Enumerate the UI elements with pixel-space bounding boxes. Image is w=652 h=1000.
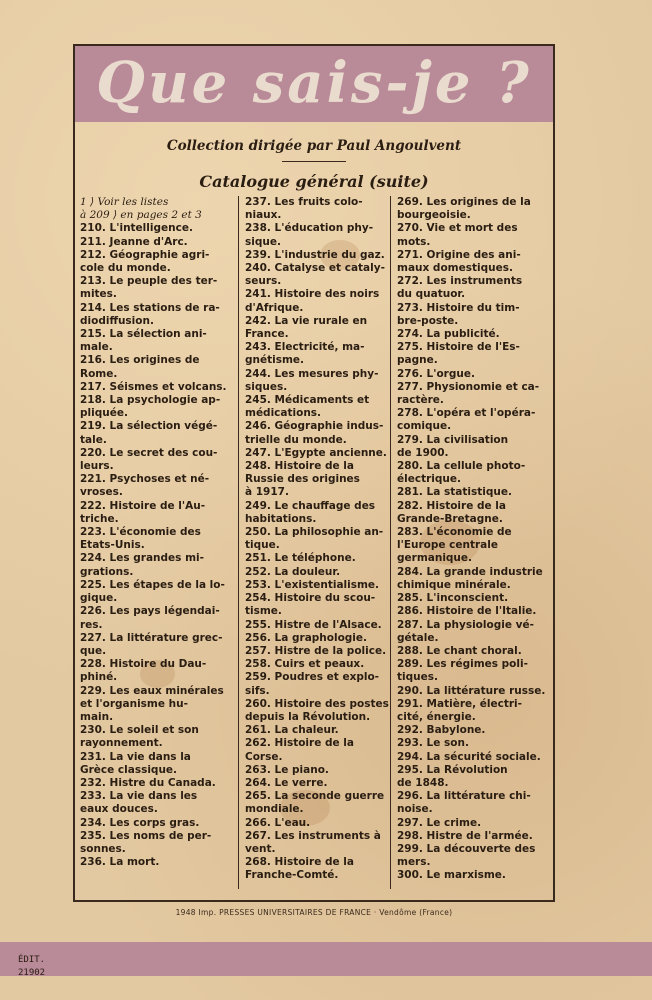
catalogue-entry: France. — [245, 328, 289, 341]
catalogue-entry: 220. Le secret des cou- — [80, 446, 218, 459]
catalogue-entry: pliquée. — [80, 407, 128, 420]
catalogue-entry: 234. Les corps gras. — [80, 816, 200, 829]
catalogue-entry: 212. Géographie agri- — [80, 248, 210, 261]
catalogue-entry: 229. Les eaux minérales — [80, 684, 224, 697]
catalogue-entry: chimique minérale. — [397, 578, 511, 591]
catalogue-entry: gique. — [80, 592, 118, 605]
catalogue-entry: vent. — [245, 842, 276, 855]
catalogue-entry: 255. Histre de l'Alsace. — [245, 618, 382, 631]
catalogue-entry: 292. Babylone. — [397, 724, 486, 737]
series-logo: Que sais-je ? — [96, 50, 532, 116]
catalogue-entry: 242. La vie rurale en — [245, 314, 368, 327]
catalogue-entry: 252. La douleur. — [245, 565, 341, 578]
catalogue-entry: eaux douces. — [80, 803, 158, 816]
catalogue-entry: 291. Matière, électri- — [397, 697, 523, 710]
catalogue-entry: 235. Les noms de per- — [80, 829, 212, 842]
catalogue-entry: grations. — [80, 565, 134, 578]
catalogue-entry: tique. — [245, 539, 280, 552]
catalogue-entry: 278. L'opéra et l'opéra- — [397, 407, 536, 420]
catalogue-entry: l'Europe centrale — [397, 539, 498, 552]
catalogue-entry: Rome. — [80, 367, 118, 380]
catalogue-entry: 241. Histoire des noirs — [245, 288, 380, 301]
catalogue-entry: 223. L'économie des — [80, 526, 201, 539]
catalogue-entry: 277. Physionomie et ca- — [397, 380, 540, 393]
catalogue-entry: 244. Les mesures phy- — [245, 367, 379, 380]
catalogue-entry: 243. Electricité, ma- — [245, 341, 365, 354]
catalogue-entry: 271. Origine des ani- — [397, 248, 521, 261]
catalogue-entry: tiques. — [397, 671, 438, 684]
catalogue-entry: 261. La chaleur. — [245, 724, 339, 737]
catalogue-entry: noise. — [397, 803, 433, 816]
catalogue-entry: sifs. — [245, 684, 270, 697]
catalogue-entry: Russie des origines — [245, 473, 360, 486]
catalogue-entry: 231. La vie dans la — [80, 750, 191, 763]
catalogue-entry: 254. Histoire du scou- — [245, 592, 376, 605]
catalogue-entry: 285. L'inconscient. — [397, 592, 509, 605]
catalogue-entry: sonnes. — [80, 842, 126, 855]
catalogue-entry: 284. La grande industrie — [397, 565, 543, 578]
catalogue-entry: 225. Les étapes de la lo- — [80, 578, 225, 591]
catalogue-entry: de 1848. — [397, 776, 449, 789]
catalogue-entry: 214. Les stations de ra- — [80, 301, 220, 314]
catalogue-entry: 238. L'éducation phy- — [245, 222, 374, 235]
catalogue-entry: 236. La mort. — [80, 856, 160, 869]
catalogue-entry: 1 ⟩ Voir les listes — [80, 196, 169, 208]
catalogue-entry: 221. Psychoses et né- — [80, 473, 210, 486]
catalogue-entry: à 209 ⟩ en pages 2 et 3 — [80, 209, 202, 222]
catalogue-entry: mites. — [80, 288, 117, 301]
catalogue-entry: 294. La sécurité sociale. — [397, 750, 541, 763]
catalogue-entry: 283. L'économie de — [397, 526, 512, 539]
catalogue-entry: habitations. — [245, 512, 317, 525]
catalogue-entry: 260. Histoire des postes — [245, 697, 389, 710]
catalogue-entry: 280. La cellule photo- — [397, 460, 526, 473]
catalogue-entry: seurs. — [245, 275, 282, 288]
catalogue-entry: 287. La physiologie vé- — [397, 618, 534, 631]
catalogue-entry: cité, énergie. — [397, 710, 476, 723]
header-band — [75, 46, 553, 122]
catalogue-entry: 263. Le piano. — [245, 763, 329, 776]
catalogue-entry: 245. Médicaments et — [245, 394, 370, 407]
catalogue-entry: 211. Jeanne d'Arc. — [80, 235, 188, 248]
catalogue-entry: 265. La seconde guerre — [245, 790, 385, 803]
catalogue-entry: 217. Séismes et volcans. — [80, 380, 227, 393]
catalogue-entry: 215. La sélection ani- — [80, 328, 207, 341]
catalogue-entry: 286. Histoire de l'Italie. — [397, 605, 537, 618]
catalogue-entry: Grèce classique. — [80, 763, 178, 776]
divider-rule — [282, 161, 346, 162]
catalogue-entry: Franche-Comté. — [245, 869, 339, 882]
catalogue-entry: 297. Le crime. — [397, 816, 482, 829]
catalogue-entry: d'Afrique. — [245, 301, 304, 314]
collection-editor-line: Collection dirigée par Paul Angoulvent — [166, 138, 462, 154]
catalogue-entry: tale. — [80, 433, 107, 446]
catalogue-entry: 279. La civilisation — [397, 433, 509, 446]
catalogue-entry: 218. La psychologie ap- — [80, 394, 221, 407]
catalogue-entry: 224. Les grandes mi- — [80, 552, 204, 565]
catalogue-entry: 275. Histoire de l'Es- — [397, 341, 520, 354]
catalogue-entry: 273. Histoire du tim- — [397, 301, 520, 314]
catalogue-entry: 300. Le marxisme. — [397, 869, 506, 882]
catalogue-column-3 — [390, 196, 554, 889]
catalogue-entry: depuis la Révolution. — [245, 710, 371, 723]
catalogue-entry: 219. La sélection végé- — [80, 420, 218, 433]
catalogue-entry: comique. — [397, 420, 452, 433]
catalogue-entry: que. — [80, 644, 107, 657]
catalogue-entry: sique. — [245, 235, 281, 248]
catalogue-entry: 239. L'industrie du gaz. — [245, 248, 385, 261]
catalogue-entry: médications. — [245, 407, 322, 420]
catalogue-entry: 281. La statistique. — [397, 486, 512, 499]
catalogue-entry: germanique. — [397, 552, 473, 565]
catalogue-entry: 298. Histre de l'armée. — [397, 829, 533, 842]
catalogue-entry: niaux. — [245, 209, 282, 222]
catalogue-entry: 226. Les pays légendai- — [80, 605, 220, 618]
catalogue-entry: siques. — [245, 380, 288, 393]
catalogue-entry: male. — [80, 341, 113, 354]
catalogue-entry: 282. Histoire de la — [397, 499, 506, 512]
catalogue-entry: 227. La littérature grec- — [80, 631, 223, 644]
catalogue-entry: 295. La Révolution — [397, 763, 508, 776]
catalogue-entry: 230. Le soleil et son — [80, 724, 199, 737]
catalogue-entry: 249. Le chauffage des — [245, 499, 376, 512]
catalogue-entry: et l'organisme hu- — [80, 697, 188, 710]
catalogue-entry: 257. Histre de la police. — [245, 644, 387, 657]
footer-band — [0, 942, 652, 976]
catalogue-entry: rayonnement. — [80, 737, 163, 750]
catalogue-entry: 256. La graphologie. — [245, 631, 368, 644]
catalogue-entry: 274. La publicité. — [397, 328, 500, 341]
catalogue-entry: gétale. — [397, 631, 439, 644]
catalogue-entry: gnétisme. — [245, 354, 305, 367]
catalogue-entry: cole du monde. — [80, 262, 171, 275]
catalogue-entry: vroses. — [80, 486, 123, 499]
catalogue-entry: bourgeoisie. — [397, 209, 471, 222]
catalogue-entry: 264. Le verre. — [245, 776, 328, 789]
catalogue-entry: 247. L'Egypte ancienne. — [245, 446, 387, 459]
catalogue-entry: 222. Histoire de l'Au- — [80, 499, 206, 512]
catalogue-entry: Etats-Unis. — [80, 539, 145, 552]
catalogue-entry: 268. Histoire de la — [245, 856, 354, 869]
catalogue-entry: 233. La vie dans les — [80, 790, 198, 803]
catalogue-entry: 253. L'existentialisme. — [245, 578, 380, 591]
catalogue-entry: 293. Le son. — [397, 737, 469, 750]
catalogue-entry: diodiffusion. — [80, 314, 154, 327]
catalogue-entry: mers. — [397, 856, 431, 869]
catalogue-entry: trielle du monde. — [245, 433, 347, 446]
catalogue-entry: 240. Catalyse et cataly- — [245, 262, 385, 275]
catalogue-entry: électrique. — [397, 473, 461, 486]
catalogue-entry: triche. — [80, 512, 119, 525]
catalogue-entry: 262. Histoire de la Corse. — [245, 737, 354, 763]
catalogue-column-2 — [238, 196, 391, 889]
catalogue-entry: 296. La littérature chi- — [397, 790, 531, 803]
catalogue-entry: 251. Le téléphone. — [245, 552, 356, 565]
edition-stamp — [18, 954, 45, 980]
catalogue-entry: 259. Poudres et explo- — [245, 671, 380, 684]
catalogue-entry: 210. L'intelligence. — [80, 222, 193, 235]
printer-line: 1948 Imp. PRESSES UNIVERSITAIRES DE FRANCE · Vendôme (France) — [175, 908, 453, 917]
catalogue-entry: 299. La découverte des — [397, 842, 536, 855]
catalogue-entry: 258. Cuirs et peaux. — [245, 658, 365, 671]
catalogue-entry: tisme. — [245, 605, 282, 618]
catalogue-entry: res. — [80, 618, 103, 631]
catalogue-entry: 290. La littérature russe. — [397, 684, 546, 697]
catalogue-entry: main. — [80, 710, 114, 723]
catalogue-entry: bre-poste. — [397, 314, 459, 327]
catalogue-entry: maux domestiques. — [397, 262, 513, 275]
catalogue-entry: pagne. — [397, 354, 438, 367]
catalogue-entry: du quatuor. — [397, 288, 466, 301]
catalogue-entry: 276. L'orgue. — [397, 367, 475, 380]
catalogue-entry: 267. Les instruments à — [245, 829, 381, 842]
catalogue-entry: 237. Les fruits colo- — [245, 196, 363, 208]
catalogue-entry: 228. Histoire du Dau- — [80, 658, 207, 671]
edit-label: ÉDIT. — [18, 955, 46, 965]
catalogue-entry: 270. Vie et mort des mots. — [397, 222, 518, 248]
catalogue-entry: phiné. — [80, 671, 118, 684]
catalogue-entry: leurs. — [80, 460, 114, 473]
catalogue-entry: 266. L'eau. — [245, 816, 311, 829]
catalogue-title: Catalogue général (suite) — [199, 172, 429, 191]
catalogue-entry: 289. Les régimes poli- — [397, 658, 528, 671]
catalogue-entry: mondiale. — [245, 803, 304, 816]
catalogue-entry: 232. Histre du Canada. — [80, 776, 216, 789]
catalogue-entry: Grande-Bretagne. — [397, 512, 503, 525]
edit-number: 21902 — [18, 968, 46, 978]
catalogue-entry: 250. La philosophie an- — [245, 526, 384, 539]
catalogue-entry: 216. Les origines de — [80, 354, 200, 367]
catalogue-entry: 246. Géographie indus- — [245, 420, 384, 433]
catalogue-entry: 288. Le chant choral. — [397, 644, 522, 657]
catalogue-entry: à 1917. — [245, 486, 289, 499]
catalogue-column-1 — [80, 196, 237, 889]
catalogue-entry: de 1900. — [397, 446, 449, 459]
catalogue-entry: 272. Les instruments — [397, 275, 523, 288]
catalogue-entry: 269. Les origines de la — [397, 196, 531, 208]
catalogue-entry: 248. Histoire de la — [245, 460, 354, 473]
catalogue-entry: 213. Le peuple des ter- — [80, 275, 218, 288]
catalogue-entry: ractère. — [397, 394, 444, 407]
